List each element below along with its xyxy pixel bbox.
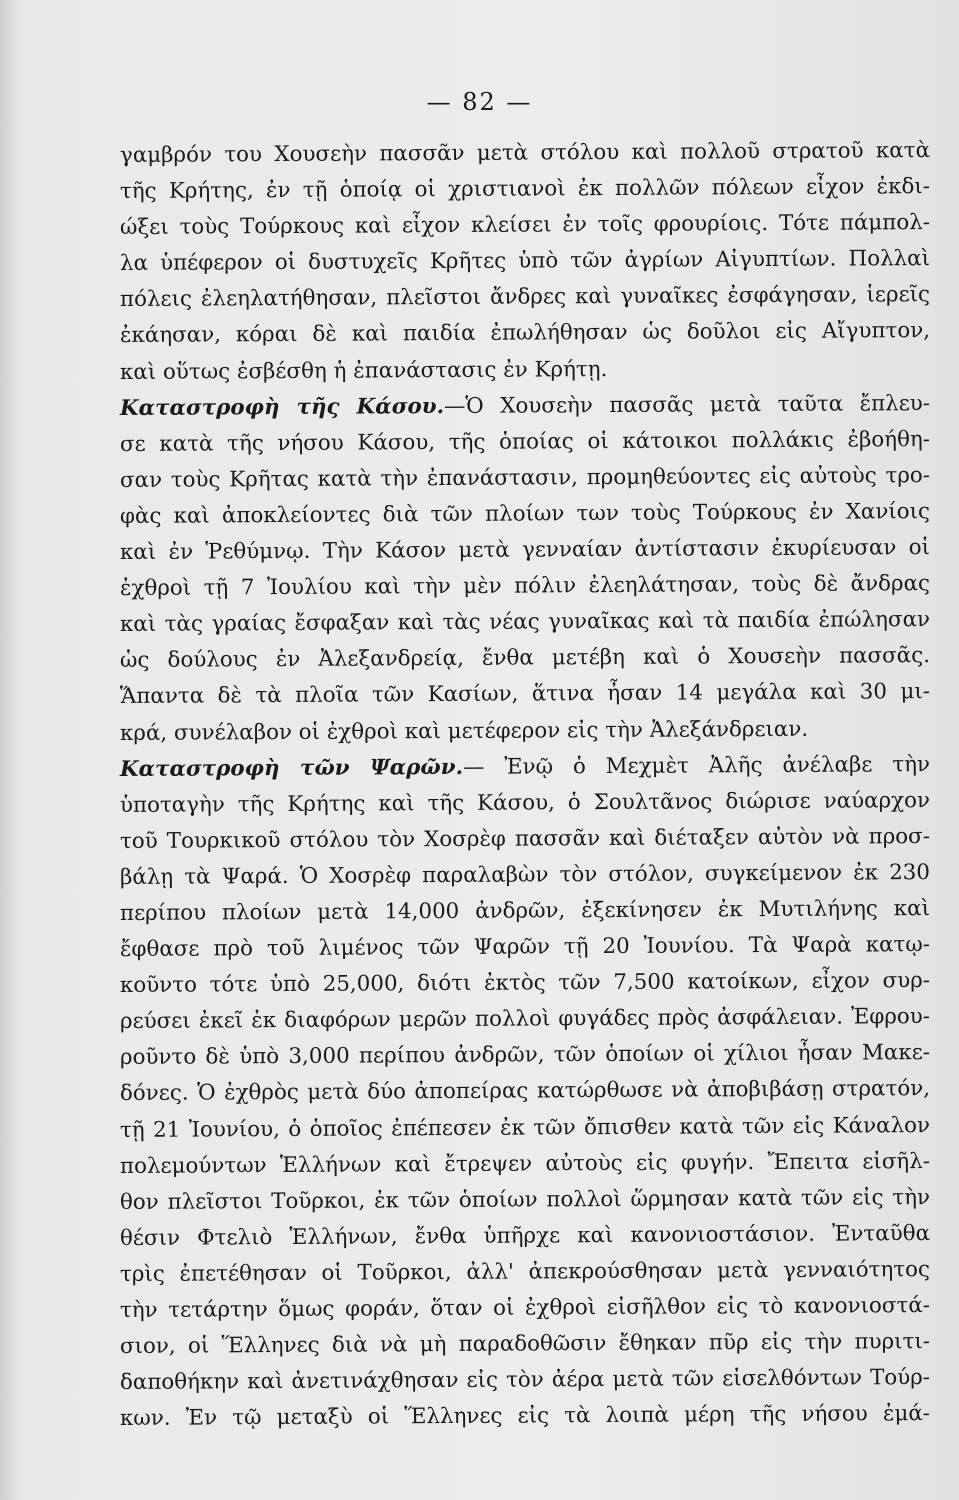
- text-line: [120, 1216, 930, 1257]
- line-text: κρά, συνέλαβον οἱ ἐχθροὶ καὶ μετέφερον εἰς τὴν Ἀλεξάνδρειαν.: [119, 716, 809, 746]
- text-line: [120, 963, 930, 1004]
- line-text: πόλεις ἐλεηλατήθησαν, πλεῖστοι ἄνδρες καὶ γυναῖκες ἐσφάγησαν, ἱερεῖς: [119, 282, 931, 313]
- text-line: [120, 1396, 930, 1437]
- body-text: [120, 138, 930, 1437]
- text-line: [120, 1180, 930, 1221]
- text-line: [120, 1288, 930, 1329]
- line-text: καὶ ἐν Ῥεθύμνῳ. Τὴν Κάσον μετὰ γενναίαν ἀντίστασιν ἐκυρίευσαν οἱ: [119, 535, 931, 566]
- text-line: [120, 277, 930, 318]
- line-text: γαμβρόν του Χουσεὴν πασσᾶν μετὰ στόλου καὶ πολλοῦ στρατοῦ κατὰ: [119, 138, 931, 168]
- line-text: Ἅπαντα δὲ τὰ πλοῖα τῶν Κασίων, ἅτινα ἦσαν 14 μεγάλα καὶ 30 μι-: [119, 679, 931, 710]
- line-text: — Ἐνῷ ὁ Μεχμὲτ Ἀλῆς ἀνέλαβε τὴν: [462, 751, 931, 780]
- text-line: [120, 350, 930, 391]
- line-text: δόνες. Ὁ ἐχθρὸς μετὰ δύο ἀποπείρας κατώρθωσε νὰ ἀποβιβάσῃ στρατόν,: [119, 1076, 931, 1107]
- line-text: ἐχθροὶ τῇ 7 Ἰουλίου καὶ τὴν μὲν πόλιν ἐλεηλάτησαν, τοὺς δὲ ἄνδρας: [119, 571, 931, 602]
- line-text: περίπου πλοίων μετὰ 14,000 ἀνδρῶν, ἐξεκίνησεν ἐκ Μυτιλήνης καὶ: [119, 896, 931, 926]
- text-line: [120, 314, 930, 355]
- line-text: —Ὁ Χουσεὴν πασσᾶς μετὰ ταῦτα ἔπλευ-: [443, 390, 931, 419]
- line-text: ρεύσει ἐκεῖ ἐκ διαφόρων μερῶν πολλοὶ φυγάδες πρὸς ἀσφάλειαν. Ἐφρου-: [119, 1004, 931, 1035]
- text-line: [120, 1035, 930, 1076]
- text-line: [120, 638, 930, 679]
- page-number: — 82 —: [426, 88, 533, 116]
- text-line: [120, 241, 930, 282]
- line-text: ὑποταγὴν τῆς Κρήτης καὶ τῆς Κάσου, ὁ Σουλτᾶνος διώρισε ναύαρχον: [119, 787, 931, 818]
- line-text: λα ὑπέφερον οἱ δυστυχεῖς Κρῆτες ὑπὸ τῶν ἀγρίων Αἰγυπτίων. Πολλαὶ: [119, 246, 931, 277]
- line-text: σαν τοὺς Κρῆτας κατὰ τὴν ἐπανάστασιν, προμηθεύοντες εἰς αὐτοὺς τρο-: [119, 462, 931, 493]
- section-heading-line: [120, 747, 930, 788]
- line-text: τρὶς ἐπετέθησαν οἱ Τοῦρκοι, ἀλλ' ἀπεκρούσθησαν μετὰ γενναιότητος: [119, 1256, 931, 1287]
- text-line: [120, 927, 930, 968]
- text-line: [120, 1360, 930, 1401]
- text-line: [120, 602, 930, 643]
- line-text: ροῦντο δὲ ὑπὸ 3,000 περίπου ἀνδρῶν, τῶν ὁποίων οἱ χίλιοι ἦσαν Μακε-: [119, 1040, 931, 1071]
- text-line: [120, 783, 930, 824]
- text-line: [120, 999, 930, 1040]
- text-line: [120, 1252, 930, 1293]
- line-text: πολεμούντων Ἑλλήνων καὶ ἔτρεψεν αὐτοὺς εἰς φυγήν. Ἔπειτα εἰσῆλ-: [119, 1148, 931, 1179]
- line-text: ἔφθασε πρὸ τοῦ λιμένος τῶν Ψαρῶν τῇ 20 Ἰουνίου. Τὰ Ψαρὰ κατῳ-: [119, 932, 931, 963]
- text-line: [120, 1144, 930, 1185]
- line-text: ἐκάησαν, κόραι δὲ καὶ παιδία ἐπωλήθησαν ὡς δοῦλοι εἰς Αἴγυπτον,: [119, 318, 931, 349]
- section-heading: Καταστροφὴ τῶν Ψαρῶν.: [119, 754, 464, 782]
- text-line: [120, 1108, 930, 1149]
- line-text: ὡς δούλους ἐν Ἀλεξανδρείᾳ, ἔνθα μετέβη καὶ ὁ Χουσεὴν πασσᾶς.: [119, 643, 931, 674]
- section-heading: Καταστροφὴ τῆς Κάσου.: [119, 393, 445, 421]
- line-text: κοῦντο τότε ὑπὸ 25,000, διότι ἐκτὸς τῶν 7,500 κατοίκων, εἶχον συρ-: [119, 968, 931, 999]
- line-text: σιον, οἱ Ἕλληνες διὰ νὰ μὴ παραδοθῶσιν ἔθηκαν πῦρ εἰς τὴν πυριτι-: [119, 1329, 931, 1360]
- text-line: [120, 133, 930, 174]
- line-text: δαποθήκην καὶ ἀνετινάχθησαν εἰς τὸν ἀέρα μετὰ τῶν εἰσελθόντων Τούρ-: [119, 1365, 931, 1396]
- line-text: καὶ τὰς γραίας ἔσφαξαν καὶ τὰς νέας γυναῖκας καὶ τὰ παιδία ἐπώλησαν: [119, 607, 931, 638]
- text-line: [120, 819, 930, 860]
- text-line: [120, 674, 930, 715]
- text-line: [120, 1071, 930, 1112]
- text-line: [120, 205, 930, 246]
- text-line: [120, 891, 930, 932]
- line-text: τῆς Κρήτης, ἐν τῇ ὁποίᾳ οἱ χριστιανοὶ ἐκ πολλῶν πόλεων εἶχον ἐκδι-: [119, 174, 931, 205]
- line-text: τοῦ Τουρκικοῦ στόλου τὸν Χοσρὲφ πασσᾶν καὶ διέταξεν αὐτὸν νὰ προσ-: [119, 823, 931, 854]
- text-line: [120, 494, 930, 535]
- text-line: [120, 711, 930, 752]
- text-line: [120, 458, 930, 499]
- text-line: [120, 169, 930, 210]
- text-line: [120, 530, 930, 571]
- line-text: σε κατὰ τῆς νήσου Κάσου, τῆς ὁποίας οἱ κάτοικοι πολλάκις ἐβοήθη-: [119, 426, 931, 457]
- line-text: φὰς καὶ ἀποκλείοντες διὰ τῶν πλοίων των τοὺς Τούρκους ἐν Χανίοις: [119, 498, 931, 529]
- text-line: [120, 855, 930, 896]
- line-text: κων. Ἐν τῷ μεταξὺ οἱ Ἕλληνες εἰς τὰ λοιπὰ μέρη τῆς νήσου ἐμά-: [119, 1401, 931, 1432]
- line-text: βάλῃ τὰ Ψαρά. Ὁ Χοσρὲφ παραλαβὼν τὸν στόλον, συγκείμενον ἐκ 230: [119, 859, 931, 890]
- line-text: τῇ 21 Ἰουνίου, ὁ ὁποῖος ἐπέπεσεν ἐκ τῶν ὄπισθεν κατὰ τῶν εἰς Κάναλον: [119, 1112, 931, 1143]
- line-text: τὴν τετάρτην ὅμως φοράν, ὅταν οἱ ἐχθροὶ εἰσῆλθον εἰς τὸ κανονιοστά-: [119, 1293, 931, 1323]
- line-text: θέσιν Φτελιὸ Ἑλλήνων, ἔνθα ὑπῆρχε καὶ κανονιοστάσιον. Ἐνταῦθα: [119, 1220, 931, 1251]
- line-text: καὶ οὕτως ἐσβέσθη ἡ ἐπανάστασις ἐν Κρήτῃ.: [119, 356, 608, 385]
- line-text: θον πλεῖστοι Τοῦρκοι, ἐκ τῶν ὁποίων πολλοὶ ὥρμησαν κατὰ τῶν εἰς τὴν: [119, 1184, 931, 1215]
- section-heading-line: [120, 386, 930, 427]
- text-line: [120, 1324, 930, 1365]
- text-line: [120, 422, 930, 463]
- text-line: [120, 566, 930, 607]
- line-text: ώξει τοὺς Τούρκους καὶ εἶχον κλείσει ἐν τοῖς φρουρίοις. Τότε πάμπολ-: [119, 210, 931, 241]
